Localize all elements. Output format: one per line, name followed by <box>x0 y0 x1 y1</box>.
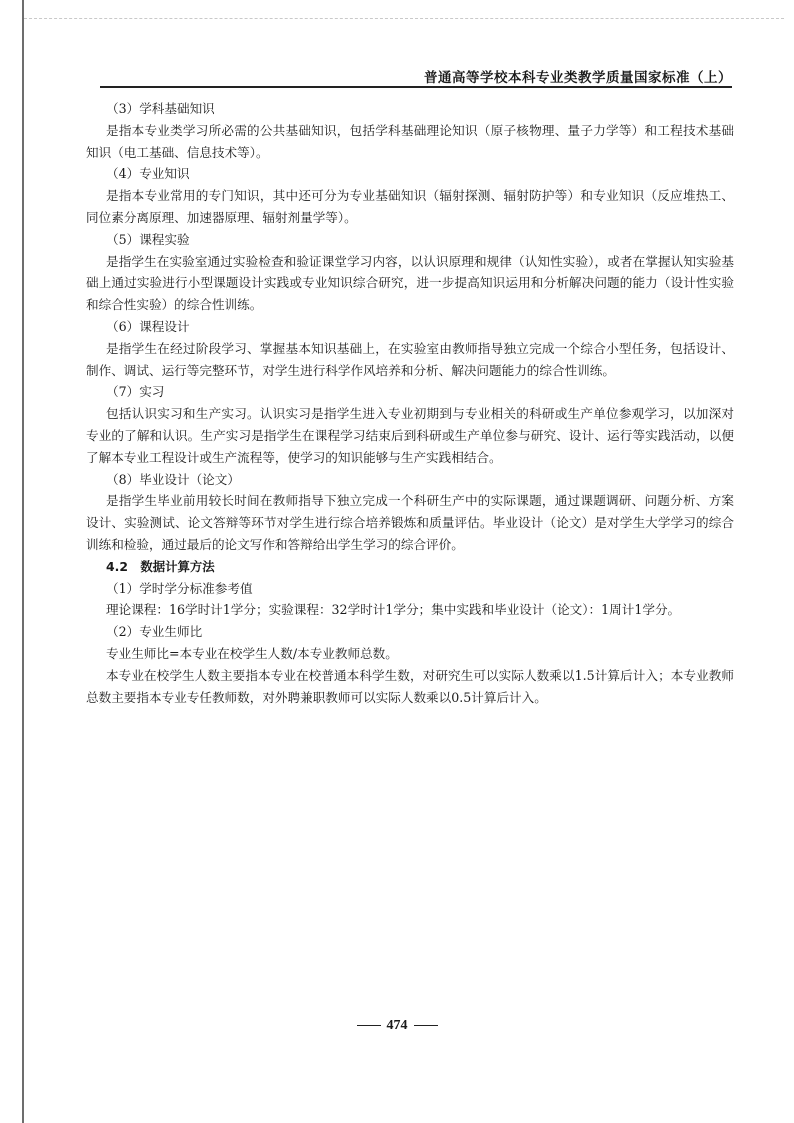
body-paragraph: 本专业在校学生人数主要指本专业在校普通本科学生数，对研究生可以实际人数乘以1.5计算后计入；本专业教师总数主要指本专业专任教师数，对外聘兼职教师可以实际人数乘以0.5计算后计入。 <box>86 667 734 705</box>
body-paragraph: 是指本专业类学习所必需的公共基础知识，包括学科基础理论知识（原子核物理、量子力学等）和工程技术基础知识（电工基础、信息技术等）。 <box>86 122 734 160</box>
item-heading: （5）课程实验 <box>106 231 190 247</box>
section-heading: 4.2 数据计算方法 <box>106 558 215 574</box>
body-paragraph: 是指本专业常用的专门知识，其中还可分为专业基础知识（辐射探测、辐射防护等）和专业知识（反应堆热工、同位素分离原理、加速器原理、辐射剂量学等）。 <box>86 188 734 225</box>
formula-paragraph: 专业生师比=本专业在校学生人数/本专业教师总数。 <box>106 645 398 661</box>
footer-dash-right <box>414 1025 438 1026</box>
page-body <box>86 98 734 708</box>
body-paragraph: 是指学生在经过阶段学习、掌握基本知识基础上，在实验室由教师指导独立完成一个综合小型任务，包括设计、制作、调试、运行等完整环节，对学生进行科学作风培养和分析、解决问题能力的综合性训练。 <box>86 340 734 378</box>
scan-artifact-line <box>24 18 784 20</box>
body-paragraph: 是指学生在实验室通过实验检查和验证课堂学习内容，以认识原理和规律（认知性实验），或者在掌握认知实验基础上通过实验进行小型课题设计实践或专业知识综合研究，进一步提高知识运用和分析解决问题的能力（设计性实验和综合性实验）的综合性训练。 <box>86 253 734 313</box>
body-paragraph: 是指学生毕业前用较长时间在教师指导下独立完成一个科研生产中的实际课题，通过课题调研、问题分析、方案设计、实验测试、论文答辩等环节对学生进行综合培养锻炼和质量评估。毕业设计（论文）是对学生大学学习的综合训练和检验，通过最后的论文写作和答辩给出学生学习的综合评价。 <box>86 493 734 552</box>
item-heading: （2）专业生师比 <box>106 624 203 640</box>
body-paragraph: 理论课程：16学时计1学分；实验课程：32学时计1学分；集中实践和毕业设计（论文）：1周计1学分。 <box>106 602 681 618</box>
page-footer <box>0 1018 794 1034</box>
page-number: 474 <box>386 1018 408 1033</box>
item-heading: （7）实习 <box>106 384 165 400</box>
header-rule <box>100 86 732 88</box>
scan-edge <box>22 0 24 1123</box>
item-heading: （6）课程设计 <box>106 318 190 334</box>
running-header: 普通高等学校本科专业类教学质量国家标准（上） <box>424 70 732 86</box>
item-heading: （4）专业知识 <box>106 166 190 182</box>
footer-dash-left <box>357 1025 381 1026</box>
item-heading: （1）学时学分标准参考值 <box>106 580 253 596</box>
item-heading: （3）学科基础知识 <box>106 101 215 116</box>
body-paragraph: 包括认识实习和生产实习。认识实习是指学生进入专业初期到与专业相关的科研或生产单位参观学习，以加深对专业的了解和认识。生产实习是指学生在课程学习结束后到科研或生产单位参与研究、设计、运行等实践活动，以便了解本专业工程设计或生产流程等，使学习的知识能够与生产实践相结合。 <box>86 406 734 465</box>
item-heading: （8）毕业设计（论文） <box>106 471 240 487</box>
